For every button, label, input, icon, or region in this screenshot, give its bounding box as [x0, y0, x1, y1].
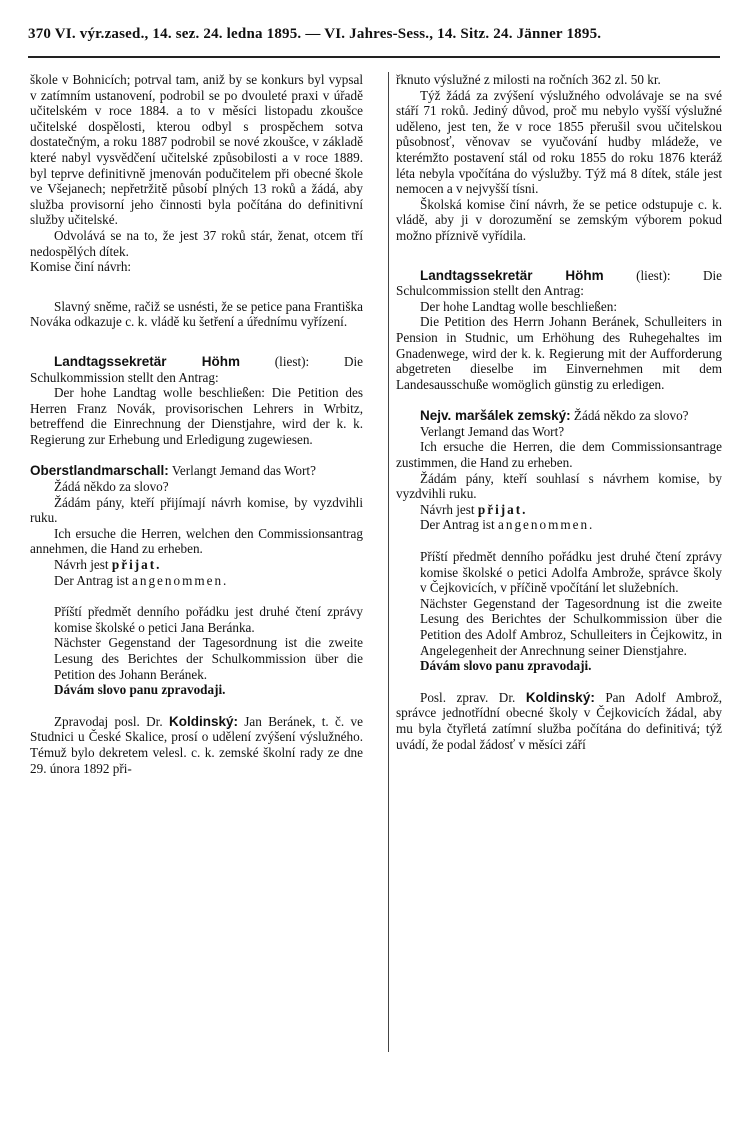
paragraph: Návrh jest přijat. — [54, 557, 162, 573]
page-header: 370 VI. výr.zased., 14. sez. 24. ledna 1895. — VI. Jahres-Sess., 14. Sitz. 24. Jänner 1895. — [28, 26, 602, 42]
speaker-name: Koldinský: — [168, 713, 238, 729]
paragraph: Ich ersuche die Herren, welchen den Commissionsantrag annehmen, die Hand zu erheben. — [30, 525, 363, 557]
agenda-paragraph: Příští předmět denního pořádku jest druhé čtení zprávy komise školské o petici Adolfa Ambrože, správce školy v Čejkovicích, v příčině vpočítání let služebních. — [420, 549, 722, 596]
speaker-name: Nejv. maršálek zemský: — [420, 408, 571, 424]
agenda-paragraph: Nächster Gegenstand der Tagesordnung ist die zweite Lesung des Berichtes der Schulkommission über die Petition des Johann Beránek. — [54, 635, 363, 682]
speaker-paragraph: Nejv. maršálek zemský: Žádá někdo za slovo? — [420, 408, 689, 424]
paragraph: Dávám slovo panu zpravodaji. — [420, 658, 592, 674]
resolution-paragraph: Slavný sněme, račiž se usnésti, že se petice pana Františka Nováka odkazuje c. k. vládě ku šetření a úřednímu vyřízení. — [30, 298, 363, 330]
paragraph: Žádá někdo za slovo? — [54, 479, 169, 495]
speaker-name: Oberstlandmarschall: — [30, 463, 169, 479]
paragraph: Odvolává se na to, že jest 37 roků stár, ženat, otcem tří nedospělých dítek. — [30, 227, 363, 259]
speaker-paragraph: Zpravodaj posl. Dr. Koldinský: Jan Beránek, t. č. ve Studnici u České Skalice, prosí o udělení zvýšení výslužného. Témuž bylo dekretem velesl. c. k. zemské školní rady ze dne 29. února 1892 při- — [30, 713, 363, 776]
right-column — [396, 72, 722, 752]
speaker-name: Koldinský: — [525, 689, 595, 705]
agenda-paragraph: Příští předmět denního pořádku jest druhé čtení zprávy komise školské o petici Jana Beránka. — [54, 604, 363, 635]
paragraph: Ich ersuche die Herren, die dem Commissionsantrage zustimmen, die Hand zu erheben. — [396, 439, 722, 471]
header-rule — [28, 56, 720, 58]
speaker-paragraph: Posl. zprav. Dr. Koldinský: Pan Adolf Ambrož, správce jednotřídní obecné školy v Čejkovicích žádal, aby mu byla čtyřletá zatímní služba počítána do definitivá; týž uvádí, že podal žádosť v měsíci září — [396, 689, 722, 752]
paragraph: Der hohe Landtag wolle beschließen: — [420, 298, 618, 314]
speaker-paragraph: Landtagssekretär Höhm (liest): Die Schulkommission stellt den Antrag: — [30, 353, 364, 385]
paragraph: Verlangt Jemand das Wort? — [420, 423, 565, 439]
speaker-name: Landtagssekretär Höhm — [54, 353, 241, 369]
paragraph: Žádám pány, kteří přijímají návrh komise, by vyzdvihli ruku. — [30, 494, 363, 526]
paragraph: Komise činí návrh: — [30, 259, 132, 275]
paragraph: Dávám slovo panu zpravodaji. — [54, 682, 226, 698]
paragraph: Žádám pány, kteří souhlasí s návrhem komise, by vyzdvihli ruku. — [396, 470, 722, 502]
paragraph: Školská komise činí návrh, že se petice odstupuje c. k. vládě, aby ji v dorozumění se zemským výborem pokud možno příznivě vyřídila. — [396, 196, 722, 243]
paragraph: Týž žádá za zvýšení výslužného odvolávaje se na své stáří 71 roků. Jediný důvod, proč mu nebylo vyšší výslužné uděleno, jest ten, že v roce 1855 přerušil svou učitelskou působnosť, věnovav se vyučování hudby mládeže, ve kterémžto postavení stál od roku 1855 do roku 1876 kteráž léta nebyla vpočítána do výslužby. Týž má 8 dítek, stále jest nemocen a v nejvyšší tísni. — [396, 87, 722, 197]
speaker-paragraph: Oberstlandmarschall: Verlangt Jemand das Wort? — [30, 463, 316, 479]
paragraph: Die Petition des Herrn Johann Beránek, Schulleiters in Pension in Studnic, um Erhöhung des Ruhegehaltes im Gnadenwege, wird der k. k. Regierung mit der Aufforderung abgetreten dieselbe im Einvernehmen mit dem Landesausschuße womöglich günstig zu erledigen. — [396, 314, 722, 392]
paragraph: Der hohe Landtag wolle beschließen: Die Petition des Herren Franz Novák, provisorischen Lehrers in Wrbitz, betreffend die Einrechnung der Dienstjahre, wird der k. k. Regierung zur Erhebung und Erledigung zugewiesen. — [30, 385, 363, 447]
column-divider — [388, 72, 389, 1052]
paragraph: Der Antrag ist angenommen. — [420, 517, 595, 533]
paragraph: Návrh jest přijat. — [420, 501, 528, 517]
speaker-name: Landtagssekretär Höhm — [420, 267, 604, 283]
agenda-paragraph: Nächster Gegenstand der Tagesordnung ist die zweite Lesung des Berichtes der Schulkommission über die Petition des Adolf Ambroz, Schulleiters in Čejkowitz, in Angelegenheit der Anrechnung seiner Dienstjahre. — [420, 595, 722, 658]
paragraph: řknuto výslužné z milosti na ročních 362 zl. 50 kr. — [396, 72, 661, 87]
paragraph: Der Antrag ist angenommen. — [54, 572, 229, 588]
speaker-paragraph: Landtagssekretär Höhm (liest): Die Schulcommission stellt den Antrag: — [396, 267, 723, 299]
left-column — [30, 72, 363, 776]
paragraph: škole v Bohnicích; potrval tam, aniž by se konkurs byl vypsal v zatímním ustanovení, podrobil se po dvouleté praxi v úřadě učitelském v roce 1884. a to v měsíci listopadu zkoušce učitelské dospělosti, kterou odbyl s prospěchem sotva dostatečným, a roku 1887 podrobil se nové zkoušce, v základě které nabyl vysvědčení učitelské způsobilosti a v roce 1889. byl teprve definitivně jmenován podučitelem při obecné škole ve Všejanech; nepřetržitě působí plných 13 roků a žádá, aby služba provisorní jeho činnosti byla počítána do definitivní služby učitelské. — [30, 72, 363, 228]
